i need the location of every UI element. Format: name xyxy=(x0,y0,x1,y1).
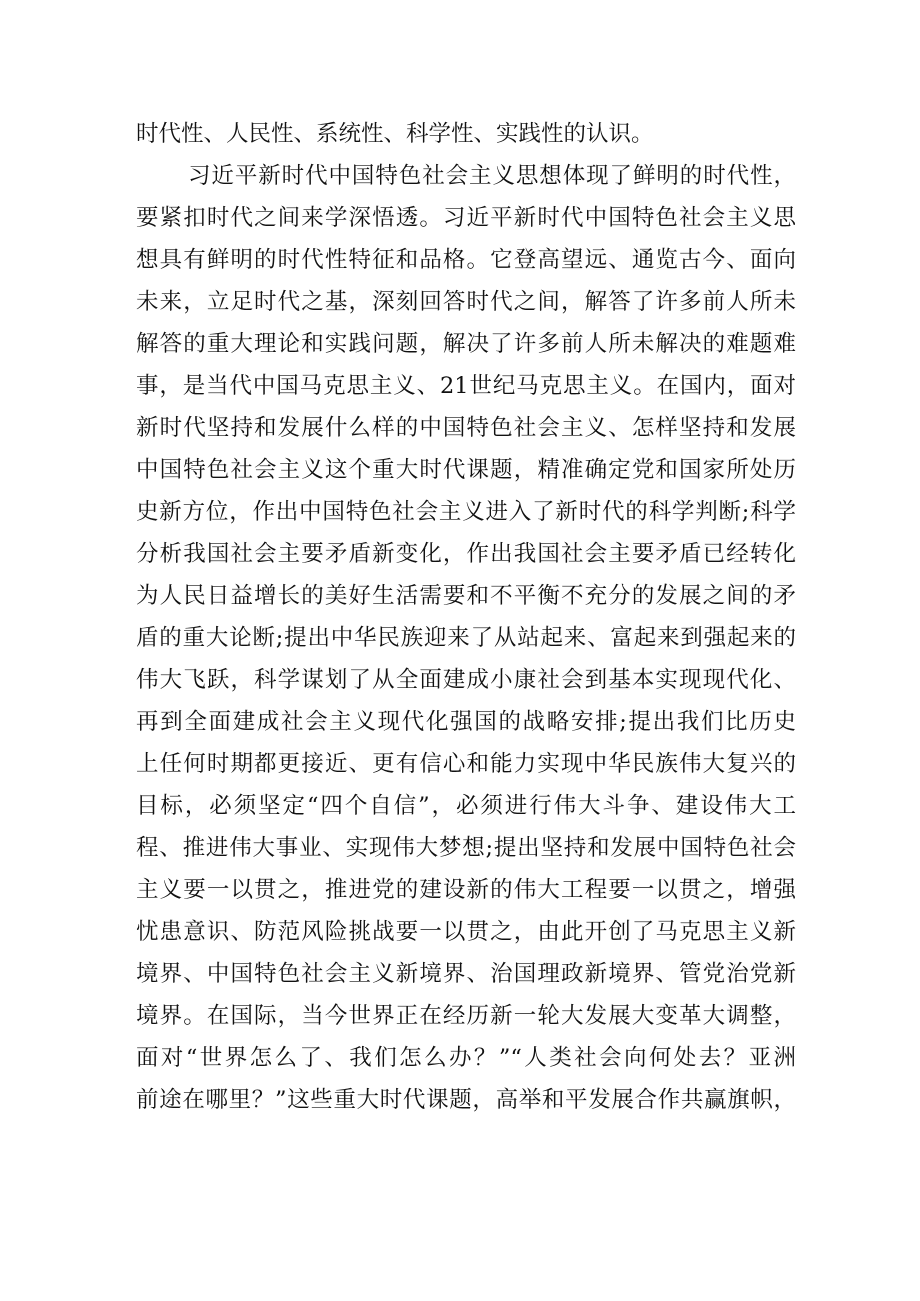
paragraph-line: 事，是当代中国马克思主义、21世纪马克思主义。在国内，面对 xyxy=(136,373,796,399)
paragraph-line: 史新方位，作出中国特色社会主义进入了新时代的科学判断;科学 xyxy=(136,499,796,525)
paragraph-line: 新时代坚持和发展什么样的中国特色社会主义、怎样坚持和发展 xyxy=(136,415,796,441)
paragraph-line: 忧患意识、防范风险挑战要一以贯之，由此开创了马克思主义新 xyxy=(136,919,796,945)
document-body xyxy=(136,113,796,1121)
paragraph-line: 境界。在国际，当今世界正在经历新一轮大发展大变革大调整， xyxy=(136,1003,796,1029)
paragraph-line: 分析我国社会主要矛盾新变化，作出我国社会主要矛盾已经转化 xyxy=(136,541,796,567)
paragraph-line: 主义要一以贯之，推进党的建设新的伟大工程要一以贯之，增强 xyxy=(136,877,796,903)
paragraph-line: 伟大飞跃，科学谋划了从全面建成小康社会到基本实现现代化、 xyxy=(136,667,796,693)
paragraph-line: 要紧扣时代之间来学深悟透。习近平新时代中国特色社会主义思 xyxy=(136,205,796,231)
paragraph-line: 习近平新时代中国特色社会主义思想体现了鲜明的时代性， xyxy=(188,163,796,189)
paragraph-line: 程、推进伟大事业、实现伟大梦想;提出坚持和发展中国特色社会 xyxy=(136,835,796,861)
paragraph-line: 未来，立足时代之基，深刻回答时代之间，解答了许多前人所未 xyxy=(136,289,796,315)
paragraph-line: 上任何时期都更接近、更有信心和能力实现中华民族伟大复兴的 xyxy=(136,751,796,777)
paragraph-line: 解答的重大理论和实践问题，解决了许多前人所未解决的难题难 xyxy=(136,331,796,357)
paragraph-line: 目标，必须坚定“四个自信”，必须进行伟大斗争、建设伟大工 xyxy=(136,793,796,819)
paragraph-line: 想具有鲜明的时代性特征和品格。它登高望远、通览古今、面向 xyxy=(136,247,796,273)
paragraph-line: 盾的重大论断;提出中华民族迎来了从站起来、富起来到强起来的 xyxy=(136,625,796,651)
paragraph-line: 为人民日益增长的美好生活需要和不平衡不充分的发展之间的矛 xyxy=(136,583,796,609)
paragraph-line: 面对“世界怎么了、我们怎么办？”“人类社会向何处去？亚洲 xyxy=(136,1045,796,1071)
paragraph-line: 时代性、人民性、系统性、科学性、实践性的认识。 xyxy=(136,121,654,147)
paragraph-line: 再到全面建成社会主义现代化强国的战略安排;提出我们比历史 xyxy=(136,709,796,735)
paragraph-line: 中国特色社会主义这个重大时代课题，精准确定党和国家所处历 xyxy=(136,457,796,483)
paragraph-line: 前途在哪里？”这些重大时代课题，高举和平发展合作共赢旗帜， xyxy=(136,1087,796,1113)
paragraph-line: 境界、中国特色社会主义新境界、治国理政新境界、管党治党新 xyxy=(136,961,796,987)
